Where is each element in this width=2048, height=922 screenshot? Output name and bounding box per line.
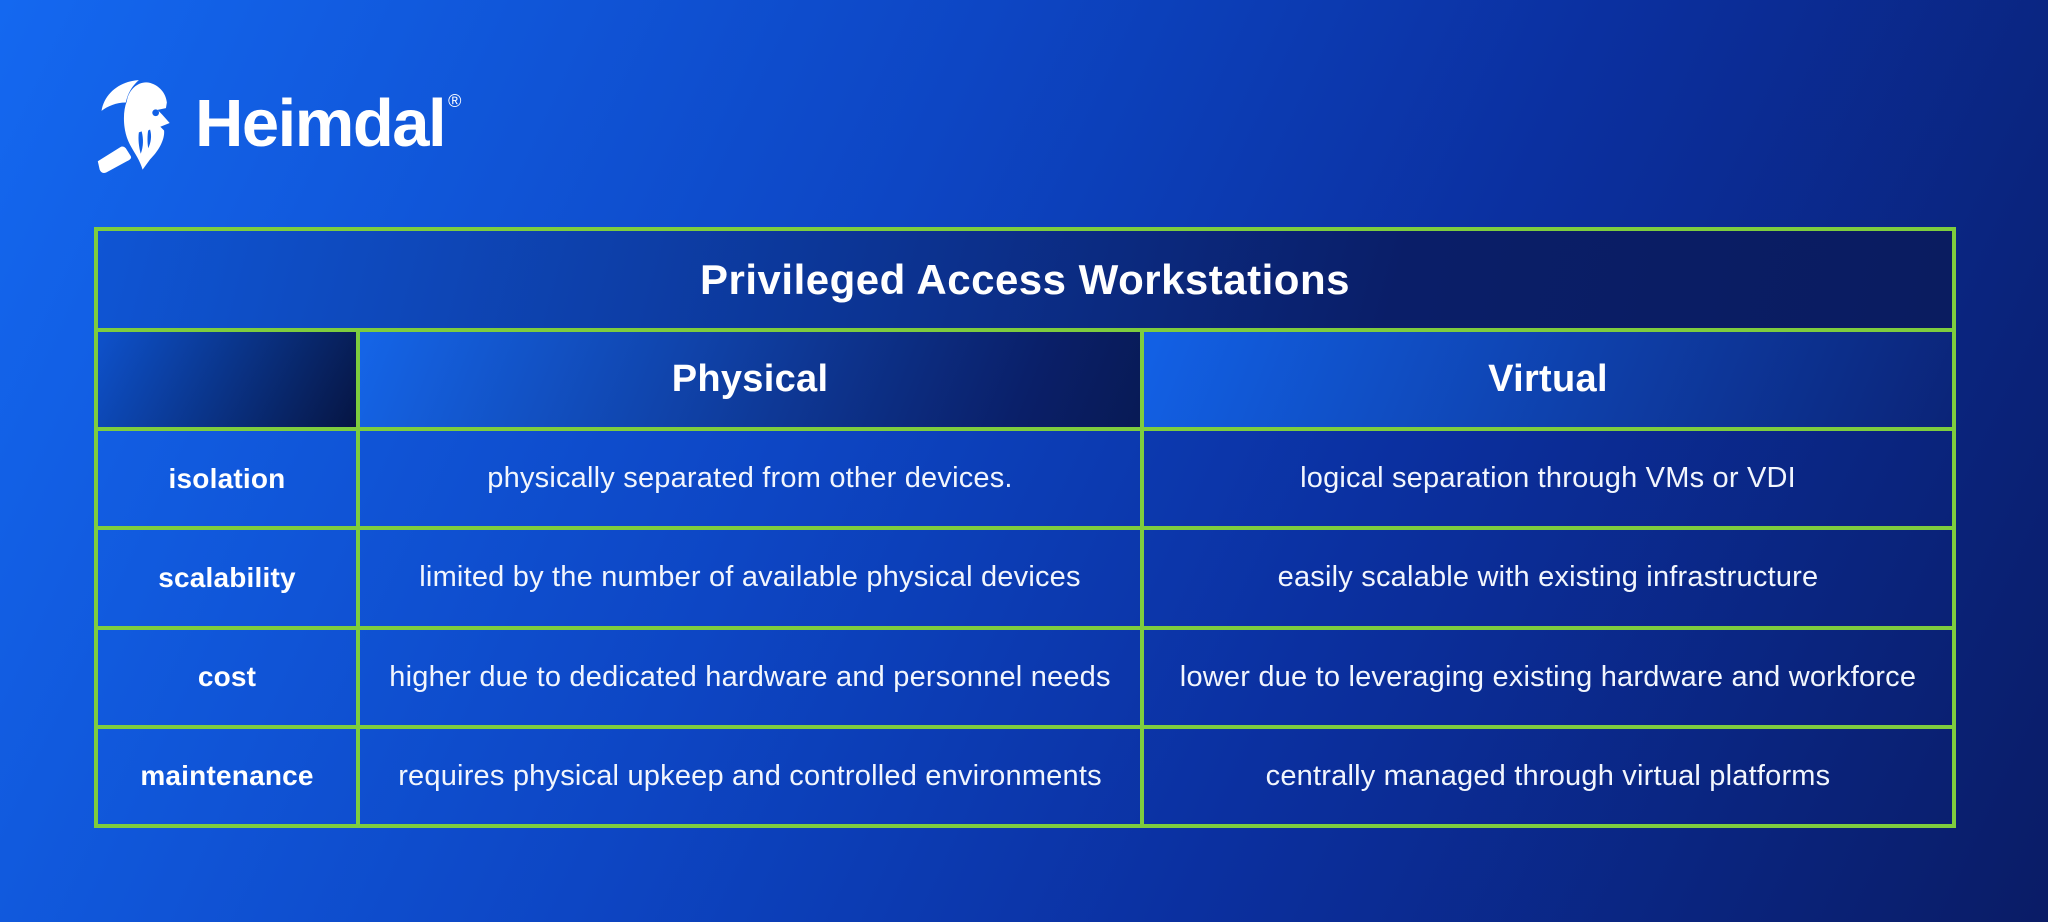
row-label-cost bbox=[98, 626, 356, 725]
cell-cost-virtual bbox=[1140, 626, 1952, 725]
cell-text: physically separated from other devices. bbox=[487, 462, 1013, 495]
cell-text: easily scalable with existing infrastructure bbox=[1277, 561, 1819, 594]
registered-trademark: ® bbox=[448, 90, 460, 111]
brand-name: Heimdal bbox=[195, 85, 446, 161]
row-label-maintenance bbox=[98, 725, 356, 824]
viking-head-icon bbox=[95, 72, 179, 174]
row-label-text: isolation bbox=[168, 462, 286, 494]
cell-scalability-virtual bbox=[1140, 526, 1952, 625]
heimdal-wordmark bbox=[195, 85, 460, 161]
cell-maintenance-physical bbox=[356, 725, 1140, 824]
cell-isolation-virtual bbox=[1140, 427, 1952, 526]
cell-text: centrally managed through virtual platforms bbox=[1265, 759, 1831, 792]
cell-text: limited by the number of available physical devices bbox=[419, 561, 1081, 594]
cell-cost-physical bbox=[356, 626, 1140, 725]
table-title-cell bbox=[98, 231, 1952, 328]
cell-text: lower due to leveraging existing hardware and workforce bbox=[1179, 660, 1917, 693]
cell-text: logical separation through VMs or VDI bbox=[1300, 462, 1796, 495]
corner-cell bbox=[98, 328, 356, 427]
cell-scalability-physical bbox=[356, 526, 1140, 625]
row-label-text: maintenance bbox=[140, 760, 314, 792]
cell-isolation-physical bbox=[356, 427, 1140, 526]
heimdal-logo bbox=[95, 72, 460, 174]
column-header-physical bbox=[356, 328, 1140, 427]
column-header-virtual-label: Virtual bbox=[1488, 358, 1608, 400]
cell-text: higher due to dedicated hardware and personnel needs bbox=[389, 660, 1111, 693]
row-label-scalability bbox=[98, 526, 356, 625]
row-label-text: scalability bbox=[158, 561, 296, 593]
cell-text: requires physical upkeep and controlled environments bbox=[398, 759, 1102, 792]
cell-maintenance-virtual bbox=[1140, 725, 1952, 824]
table-title: Privileged Access Workstations bbox=[700, 255, 1350, 303]
column-header-virtual bbox=[1140, 328, 1952, 427]
row-label-text: cost bbox=[197, 661, 257, 693]
row-label-isolation bbox=[98, 427, 356, 526]
comparison-table bbox=[94, 227, 1956, 828]
column-header-physical-label: Physical bbox=[671, 358, 829, 400]
